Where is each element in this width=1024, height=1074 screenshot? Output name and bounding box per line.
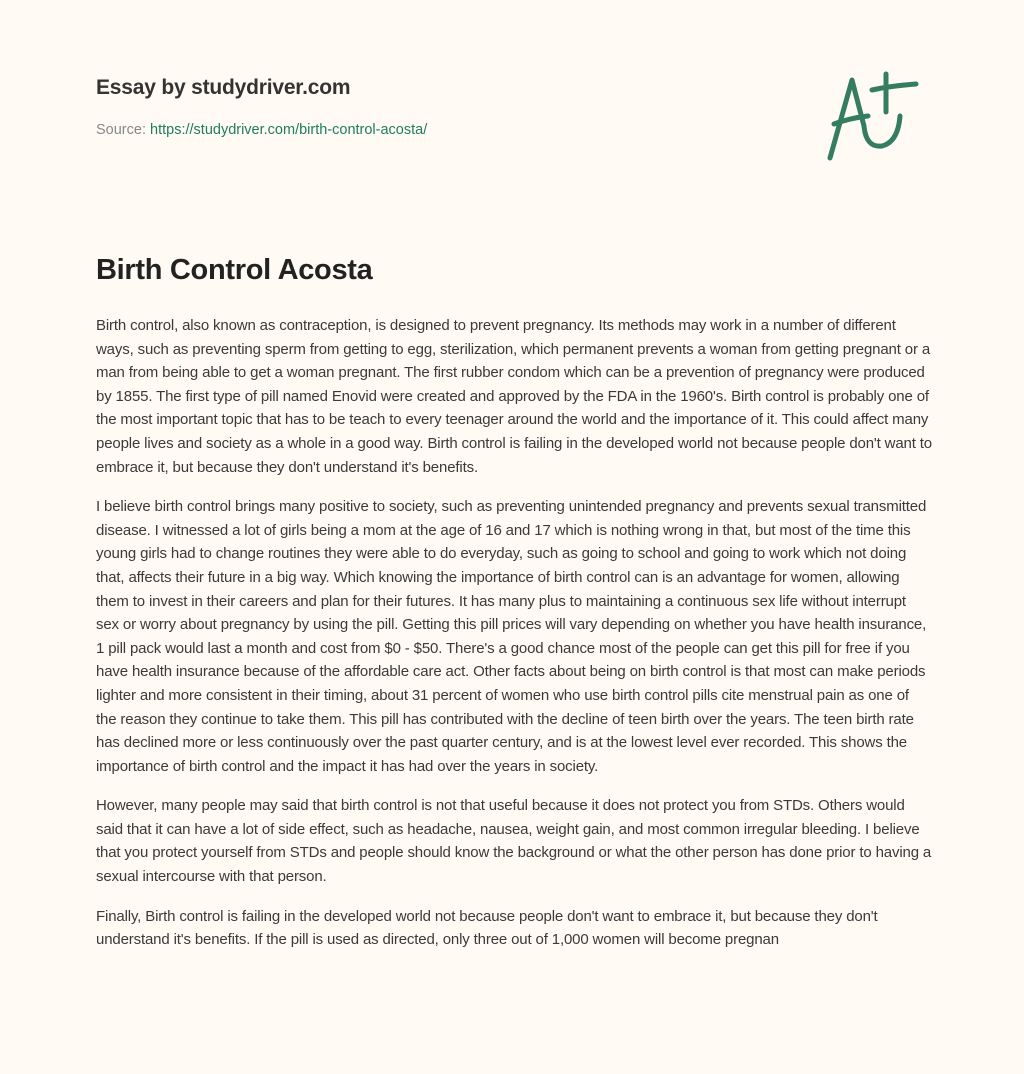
a-plus-logo-icon (820, 66, 930, 166)
essay-body (96, 314, 932, 968)
source-line (96, 122, 427, 138)
essay-paragraph: However, many people may said that birth control is not that useful because it does not protect you from STDs. Others would said that it can have a lot of side effect, such as headache, nausea, weight gain, and most common irregular bleeding. I believe that you protect yourself from STDs and people should know the background or what the other person has done prior to having a sexual intercourse with that person. (96, 797, 932, 886)
essay-title: Birth Control Acosta (96, 254, 373, 286)
essay-paragraph: I believe birth control brings many positive to society, such as preventing unintended pregnancy and prevents sexual transmitted disease. I witnessed a lot of girls being a mom at the age of 16 and 17 which is nothing wrong in that, but most of the time this young girls had to change routines they were able to do everyday, such as going to school and going to work which not doing that, affects their future in a big way. Which knowing the importance of birth control can is an advantage for women, allowing them to invest in their careers and plan for their futures. It has many plus to maintaining a continuous sex life without interrupt sex or worry about pregnancy by using the pill. Getting this pill prices will vary depending on whether you have health insurance, 1 pill pack would last a month and cost from $0 - $50. There's a good chance most of the people can get this pill for free if you have health insurance because of the affordable care act. Other facts about being on birth control is that most can make periods lighter and more consistent in their timing, about 31 percent of women who use birth control pills cite menstrual pain as one of the reason they continue to take them. This pill has contributed with the decline of teen birth over the years. The teen birth rate has declined more or less continuously over the past quarter century, and is at the lowest level ever recorded. This shows the importance of birth control and the impact it has had over the years in society. (96, 498, 927, 775)
essay-paragraph: Birth control, also known as contraception, is designed to prevent pregnancy. Its methods may work in a number of different ways, such as preventing sperm from getting to egg, sterilization, which permanent prevents a woman from getting pregnant or a man from being able to get a woman pregnant. The first rubber condom which can be a prevention of pregnancy were produced by 1855. The first type of pill named Enovid were created and approved by the FDA in the 1960's. Birth control is probably one of the most important topic that has to be teach to every teenager around the world and the importance of it. This could affect many people lives and society as a whole in a good way. Birth control is failing in the developed world not because people don't want to embrace it, but because they don't understand it's benefits. (96, 317, 932, 476)
site-title: Essay by studydriver.com (96, 76, 351, 99)
essay-paragraph: Finally, Birth control is failing in the developed world not because people don't want to embrace it, but because they don't understand it's benefits. If the pill is used as directed, only three out of 1,000 women will become pregnan (96, 907, 878, 949)
source-label: Source: (96, 122, 146, 138)
source-link[interactable]: https://studydriver.com/birth-control-acosta/ (150, 122, 428, 138)
essay-header (96, 76, 427, 138)
